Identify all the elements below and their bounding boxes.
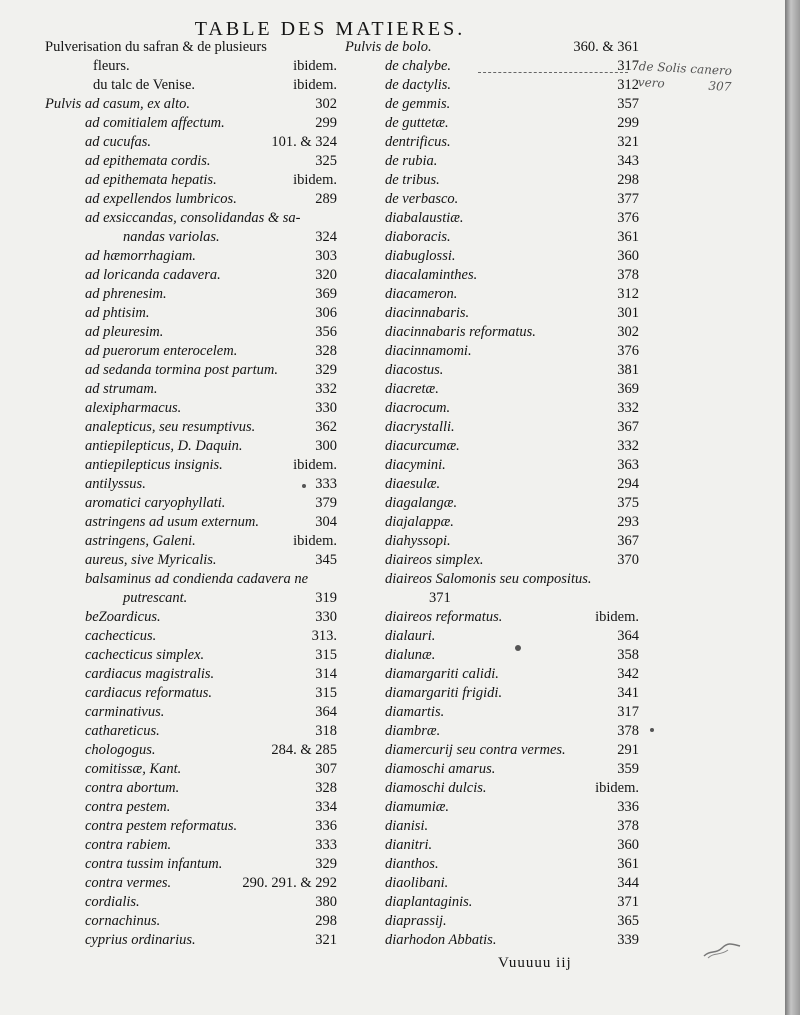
entry-text: ad comitialem affectum.: [85, 115, 225, 131]
index-entry: [45, 722, 345, 741]
index-entry: [45, 361, 345, 380]
entry-text: Pulverisation du safran & de plusieurs: [45, 39, 267, 55]
index-entry: [45, 57, 345, 76]
entry-text: dianisi.: [385, 818, 429, 834]
entry-text: cachecticus.: [85, 628, 157, 644]
index-entry: [345, 76, 645, 95]
index-entry: [45, 608, 345, 627]
entry-text: diaireos reformatus.: [385, 609, 503, 625]
index-entry: [45, 114, 345, 133]
entry-text: ad phtisim.: [85, 305, 150, 321]
index-entry: [345, 247, 645, 266]
entry-text: balsaminus ad condienda cadavera ne: [85, 571, 309, 587]
entry-text: diabuglossi.: [385, 248, 456, 264]
entry-page-number: 299: [315, 115, 337, 131]
entry-page-number: 379: [315, 495, 337, 511]
entry-page-number: 371: [429, 590, 451, 606]
index-entry: [45, 475, 345, 494]
index-entry: [45, 266, 345, 285]
index-entry: [45, 893, 345, 912]
entry-text: chologogus.: [85, 742, 156, 758]
index-entry: [345, 646, 645, 665]
entry-text: diacinnabaris.: [385, 305, 470, 321]
index-entry: [345, 494, 645, 513]
entry-page-number: 333: [315, 476, 337, 492]
index-entry: [45, 665, 345, 684]
index-entry: [345, 703, 645, 722]
index-entry: [45, 684, 345, 703]
index-entry: [345, 228, 645, 247]
signature-mark: Vuuuuu iij: [498, 955, 572, 971]
entry-text: contra pestem reformatus.: [85, 818, 238, 834]
entry-text: dianitri.: [385, 837, 433, 853]
ink-spot: [302, 484, 306, 488]
entry-page-number: 320: [315, 267, 337, 283]
index-entry: [345, 133, 645, 152]
entry-text: contra pestem.: [85, 799, 171, 815]
entry-page-number: 329: [315, 362, 337, 378]
index-entry: [45, 133, 345, 152]
index-entry: [45, 209, 345, 228]
entry-page-number: 315: [315, 685, 337, 701]
entry-page-number: 306: [315, 305, 337, 321]
entry-text: ad sedanda tormina post partum.: [85, 362, 278, 378]
entry-text: diarhodon Abbatis.: [385, 932, 497, 948]
entry-text: diaesulæ.: [385, 476, 441, 492]
entry-page-number: 360: [617, 248, 639, 264]
entry-text: comitissæ, Kant.: [85, 761, 182, 777]
entry-text: ad hæmorrhagiam.: [85, 248, 196, 264]
entry-text: dialunæ.: [385, 647, 436, 663]
entry-text: nandas variolas.: [123, 229, 220, 245]
index-entry: [45, 399, 345, 418]
index-entry: [345, 323, 645, 342]
entry-page-number: 378: [617, 267, 639, 283]
entry-page-number: 367: [617, 419, 639, 435]
index-entry: [345, 779, 645, 798]
entry-page-number: 341: [617, 685, 639, 701]
entry-page-number: 303: [315, 248, 337, 264]
scribble-mark: [702, 940, 742, 960]
index-entry: [345, 627, 645, 646]
entry-text: diaolibani.: [385, 875, 449, 891]
index-entry: [45, 874, 345, 893]
entry-page-number: 381: [617, 362, 639, 378]
entry-text: de guttetæ.: [385, 115, 449, 131]
entry-text: ad puerorum enterocelem.: [85, 343, 238, 359]
index-entry: [45, 836, 345, 855]
entry-text: diamargariti frigidi.: [385, 685, 503, 701]
index-entry: [345, 304, 645, 323]
index-entry: [45, 190, 345, 209]
entry-page-number: 329: [315, 856, 337, 872]
index-entry: [345, 912, 645, 931]
entry-text: ad phrenesim.: [85, 286, 167, 302]
index-entry: [345, 190, 645, 209]
index-entry: [345, 684, 645, 703]
entry-text: diacurcumæ.: [385, 438, 460, 454]
entry-text: cardiacus magistralis.: [85, 666, 215, 682]
entry-page-number: 376: [617, 210, 639, 226]
entry-page-number: 333: [315, 837, 337, 853]
index-entry: [45, 741, 345, 760]
entry-text: ad pleuresim.: [85, 324, 164, 340]
entry-text: astringens ad usum externum.: [85, 514, 259, 530]
index-entry: [345, 760, 645, 779]
entry-page-number: 369: [315, 286, 337, 302]
index-entry: [45, 798, 345, 817]
entry-page-number: 339: [617, 932, 639, 948]
entry-page-number: 364: [617, 628, 639, 644]
ink-spot: [515, 645, 521, 651]
entry-page-number: 370: [617, 552, 639, 568]
index-entry: [45, 532, 345, 551]
entry-text: antiepilepticus insignis.: [85, 457, 223, 473]
index-entry: [345, 399, 645, 418]
entry-text: ad epithemata hepatis.: [85, 172, 217, 188]
entry-text: astringens, Galeni.: [85, 533, 196, 549]
index-entry: [345, 285, 645, 304]
entry-text: antilyssus.: [85, 476, 146, 492]
entry-text: ad strumam.: [85, 381, 158, 397]
entry-text: cachecticus simplex.: [85, 647, 205, 663]
entry-page-number: 367: [617, 533, 639, 549]
entry-page-number: 315: [315, 647, 337, 663]
entry-page-number: 293: [617, 514, 639, 530]
entry-page-number: 380: [315, 894, 337, 910]
entry-page-number: 332: [315, 381, 337, 397]
index-entry: [45, 494, 345, 513]
entry-text: ad expellendos lumbricos.: [85, 191, 237, 207]
entry-page-number: 360. & 361: [573, 39, 639, 55]
index-entry: [45, 437, 345, 456]
entry-text: analepticus, seu resumptivus.: [85, 419, 256, 435]
index-entry: [345, 893, 645, 912]
entry-text: diabalaustiæ.: [385, 210, 464, 226]
entry-page-number: ibidem.: [595, 609, 639, 625]
entry-page-number: 361: [617, 856, 639, 872]
entry-page-number: ibidem.: [293, 457, 337, 473]
index-entry: [345, 589, 645, 608]
entry-text: diambræ.: [385, 723, 441, 739]
entry-text: contra rabiem.: [85, 837, 172, 853]
entry-page-number: 328: [315, 780, 337, 796]
entry-page-number: 324: [315, 229, 337, 245]
index-entry: [45, 285, 345, 304]
index-entry: [45, 247, 345, 266]
entry-page-number: 314: [315, 666, 337, 682]
entry-page-number: ibidem.: [293, 533, 337, 549]
entry-text: diagalangæ.: [385, 495, 458, 511]
handwritten-note-line1: de Solis canero: [638, 59, 733, 78]
entry-text: diamoschi dulcis.: [385, 780, 487, 796]
index-entry: [345, 722, 645, 741]
entry-text: diacinnamomi.: [385, 343, 472, 359]
entry-page-number: 313.: [311, 628, 337, 644]
entry-page-number: 364: [315, 704, 337, 720]
entry-page-number: 332: [617, 438, 639, 454]
entry-page-number: 361: [617, 229, 639, 245]
entry-text: diacinnabaris reformatus.: [385, 324, 536, 340]
index-entry: [45, 456, 345, 475]
index-entry: [45, 304, 345, 323]
entry-page-number: 356: [315, 324, 337, 340]
entry-text: cordialis.: [85, 894, 140, 910]
entry-page-number: 317: [617, 704, 639, 720]
entry-text: dianthos.: [385, 856, 439, 872]
entry-page-number: 376: [617, 343, 639, 359]
index-entry: [45, 646, 345, 665]
entry-page-number: ibidem.: [293, 77, 337, 93]
index-entry: [345, 551, 645, 570]
ink-spot: [650, 728, 654, 732]
entry-text: ad loricanda cadavera.: [85, 267, 221, 283]
entry-page-number: 290. 291. & 292: [242, 875, 337, 891]
index-entry: [45, 38, 345, 57]
entry-text: de verbasco.: [385, 191, 459, 207]
index-entry: [45, 342, 345, 361]
index-entry: [45, 570, 345, 589]
entry-page-number: ibidem.: [595, 780, 639, 796]
index-entry: [345, 418, 645, 437]
index-entry: [345, 57, 645, 76]
entry-text: putrescant.: [123, 590, 188, 606]
handwritten-note-page: 307: [708, 78, 732, 94]
entry-text: diamercurij seu contra vermes.: [385, 742, 566, 758]
index-entry: [345, 665, 645, 684]
index-entry: [45, 171, 345, 190]
entry-page-number: 365: [617, 913, 639, 929]
index-entry: [45, 589, 345, 608]
entry-page-number: 298: [617, 172, 639, 188]
entry-page-number: 294: [617, 476, 639, 492]
entry-page-number: 325: [315, 153, 337, 169]
entry-page-number: 342: [617, 666, 639, 682]
index-entry: [45, 551, 345, 570]
entry-page-number: 336: [315, 818, 337, 834]
entry-text: diamartis.: [385, 704, 445, 720]
entry-page-number: 307: [315, 761, 337, 777]
index-entry: [345, 114, 645, 133]
index-entry: [345, 608, 645, 627]
index-entry: [45, 513, 345, 532]
index-entry: [345, 266, 645, 285]
entry-text: Pulvis de bolo.: [345, 39, 432, 55]
entry-text: alexipharmacus.: [85, 400, 182, 416]
entry-text: diacretæ.: [385, 381, 439, 397]
entry-page-number: 319: [315, 590, 337, 606]
index-entry: [345, 855, 645, 874]
entry-text: aromatici caryophyllati.: [85, 495, 226, 511]
entry-page-number: ibidem.: [293, 58, 337, 74]
entry-text: contra abortum.: [85, 780, 180, 796]
entry-page-number: 344: [617, 875, 639, 891]
entry-text: de tribus.: [385, 172, 440, 188]
entry-page-number: 317: [617, 58, 639, 74]
entry-page-number: 330: [315, 400, 337, 416]
entry-text: diaireos simplex.: [385, 552, 484, 568]
entry-page-number: 284. & 285: [271, 742, 337, 758]
entry-page-number: ibidem.: [293, 172, 337, 188]
index-entry: [345, 475, 645, 494]
entry-text: cardiacus reformatus.: [85, 685, 213, 701]
index-entry: [45, 855, 345, 874]
entry-text: diaplantaginis.: [385, 894, 473, 910]
entry-page-number: 360: [617, 837, 639, 853]
entry-text: du talc de Venise.: [93, 77, 196, 93]
entry-page-number: 369: [617, 381, 639, 397]
entry-page-number: 101. & 324: [271, 134, 337, 150]
entry-text: carminativus.: [85, 704, 165, 720]
index-entry: [45, 380, 345, 399]
index-entry: [45, 418, 345, 437]
entry-page-number: 328: [315, 343, 337, 359]
entry-page-number: 302: [617, 324, 639, 340]
entry-text: cyprius ordinarius.: [85, 932, 196, 948]
entry-text: diaprassij.: [385, 913, 447, 929]
entry-page-number: 378: [617, 818, 639, 834]
entry-page-number: 312: [617, 77, 639, 93]
entry-page-number: 332: [617, 400, 639, 416]
index-entry: [345, 874, 645, 893]
index-entry: [345, 456, 645, 475]
entry-page-number: 334: [315, 799, 337, 815]
index-entry: [45, 931, 345, 950]
entry-text: ad exsiccandas, consolidandas & sa-: [85, 210, 301, 226]
index-entry: [345, 931, 645, 950]
entry-page-number: 301: [617, 305, 639, 321]
handwritten-dash-line: [478, 72, 628, 73]
entry-text: aureus, sive Myricalis.: [85, 552, 217, 568]
entry-text: de gemmis.: [385, 96, 451, 112]
entry-text: Pulvis ad casum, ex alto.: [45, 96, 190, 112]
index-entry: [345, 798, 645, 817]
entry-page-number: 357: [617, 96, 639, 112]
index-entry: [45, 817, 345, 836]
entry-page-number: 289: [315, 191, 337, 207]
entry-page-number: 312: [617, 286, 639, 302]
index-entry: [345, 741, 645, 760]
handwritten-margin-note: [637, 58, 785, 106]
entry-text: diacymini.: [385, 457, 446, 473]
entry-text: dialauri.: [385, 628, 436, 644]
entry-page-number: 300: [315, 438, 337, 454]
index-entry: [345, 570, 645, 589]
entry-page-number: 378: [617, 723, 639, 739]
entry-page-number: 371: [617, 894, 639, 910]
index-entry: [45, 152, 345, 171]
entry-page-number: 299: [617, 115, 639, 131]
entry-page-number: 302: [315, 96, 337, 112]
entry-page-number: 359: [617, 761, 639, 777]
index-entry: [45, 228, 345, 247]
entry-page-number: 343: [617, 153, 639, 169]
entry-text: diamoschi amarus.: [385, 761, 496, 777]
index-entry: [45, 703, 345, 722]
entry-page-number: 363: [617, 457, 639, 473]
entry-page-number: 291: [617, 742, 639, 758]
entry-text: contra vermes.: [85, 875, 172, 891]
index-entry: [45, 76, 345, 95]
entry-text: diamargariti calidi.: [385, 666, 499, 682]
index-entry: [45, 760, 345, 779]
page-title: TABLE DES MATIERES.: [194, 18, 466, 40]
index-entry: [345, 209, 645, 228]
entry-page-number: 358: [617, 647, 639, 663]
entry-text: cathareticus.: [85, 723, 160, 739]
entry-page-number: 318: [315, 723, 337, 739]
entry-text: de rubia.: [385, 153, 438, 169]
entry-text: diamumiæ.: [385, 799, 450, 815]
entry-text: ad epithemata cordis.: [85, 153, 211, 169]
index-entry: [345, 152, 645, 171]
entry-text: diacrystalli.: [385, 419, 455, 435]
entry-page-number: 298: [315, 913, 337, 929]
entry-text: beZoardicus.: [85, 609, 161, 625]
entry-text: diacameron.: [385, 286, 458, 302]
index-entry: [345, 95, 645, 114]
index-entry: [345, 38, 645, 57]
entry-page-number: 375: [617, 495, 639, 511]
handwritten-note-line2: vero: [637, 75, 666, 91]
index-entry: [345, 380, 645, 399]
entry-text: antiepilepticus, D. Daquin.: [85, 438, 243, 454]
index-entry: [345, 361, 645, 380]
entry-page-number: 362: [315, 419, 337, 435]
index-entry: [345, 817, 645, 836]
entry-text: diacostus.: [385, 362, 444, 378]
index-entry: [45, 627, 345, 646]
index-entry: [45, 323, 345, 342]
entry-text: contra tussim infantum.: [85, 856, 223, 872]
entry-page-number: 304: [315, 514, 337, 530]
index-entry: [345, 836, 645, 855]
entry-page-number: 321: [617, 134, 639, 150]
entry-text: diacalaminthes.: [385, 267, 478, 283]
entry-text: cornachinus.: [85, 913, 161, 929]
index-entry: [345, 171, 645, 190]
index-entry: [45, 779, 345, 798]
entry-text: fleurs.: [93, 58, 130, 74]
entry-text: de dactylis.: [385, 77, 452, 93]
entry-page-number: 345: [315, 552, 337, 568]
index-entry: [345, 513, 645, 532]
entry-text: dentrificus.: [385, 134, 451, 150]
entry-text: diacrocum.: [385, 400, 451, 416]
index-entry: [345, 532, 645, 551]
entry-text: diahyssopi.: [385, 533, 451, 549]
entry-page-number: 377: [617, 191, 639, 207]
index-entry: [45, 95, 345, 114]
index-entry: [45, 912, 345, 931]
entry-page-number: 330: [315, 609, 337, 625]
entry-text: de chalybe.: [385, 58, 452, 74]
entry-page-number: 336: [617, 799, 639, 815]
index-entry: [345, 437, 645, 456]
entry-page-number: 321: [315, 932, 337, 948]
entry-text: ad cucufas.: [85, 134, 152, 150]
index-entry: [345, 342, 645, 361]
page-edge: [785, 0, 800, 1015]
entry-text: diaboracis.: [385, 229, 451, 245]
entry-text: diajalappæ.: [385, 514, 454, 530]
entry-text: diaireos Salomonis seu compositus.: [385, 571, 592, 587]
